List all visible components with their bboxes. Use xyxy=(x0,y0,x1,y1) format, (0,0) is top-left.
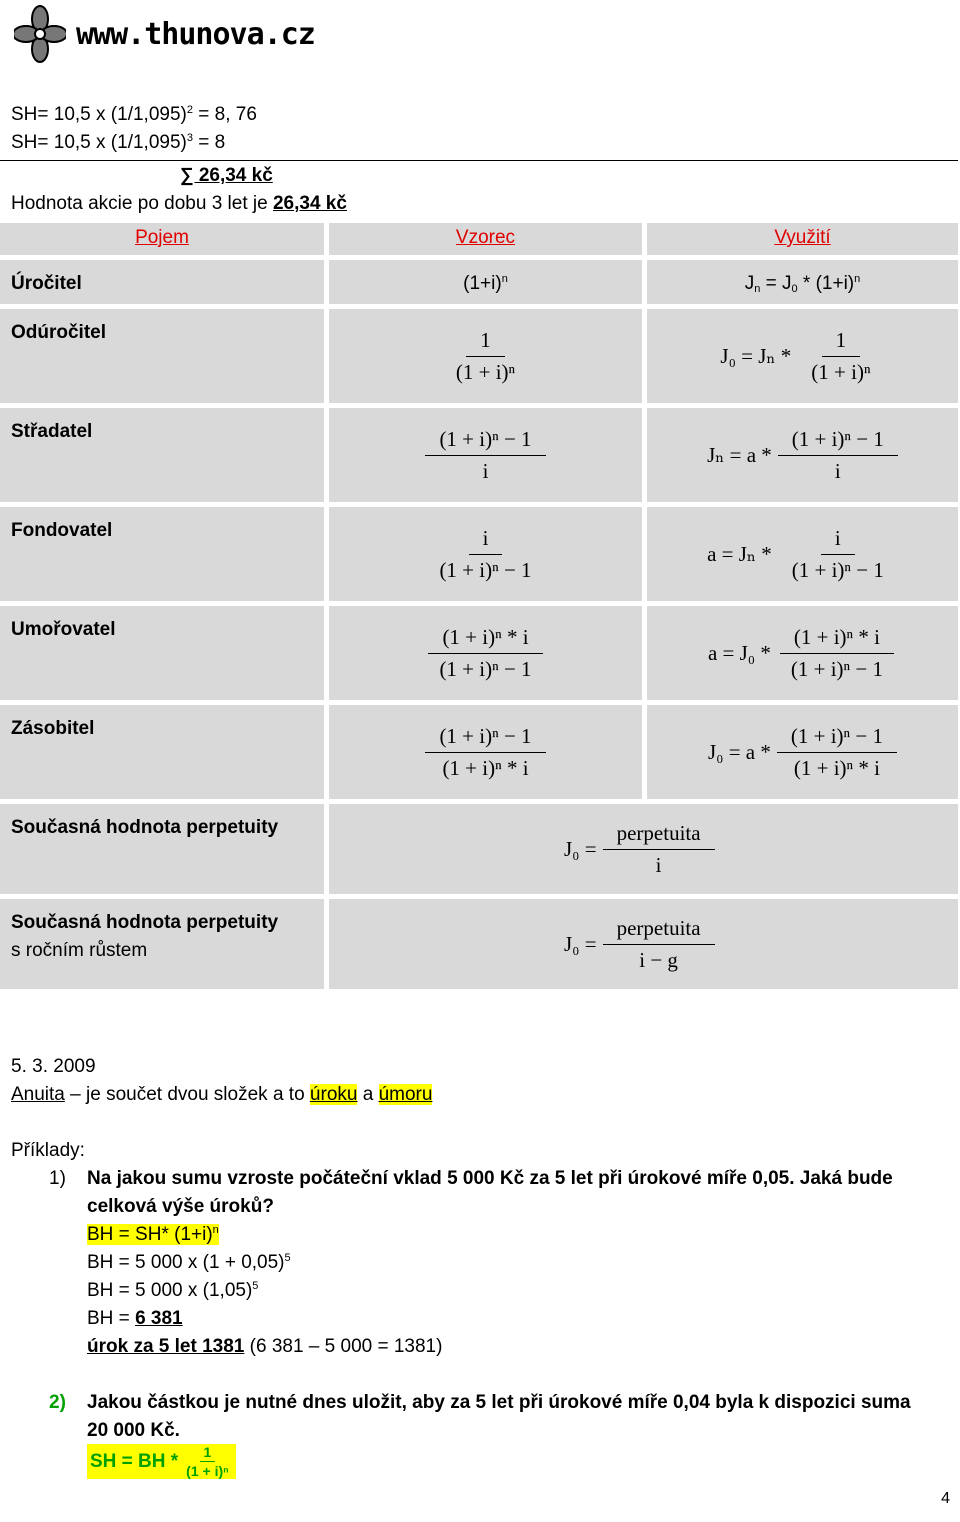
site-logo xyxy=(14,5,315,63)
example-2-question-1: Jakou částkou je nutné dnes uložit, aby za 5 let při úrokové míře 0,04 byla k dispozici suma xyxy=(87,1392,911,1413)
table-row xyxy=(0,260,958,304)
row-label: Střadatel xyxy=(11,421,93,442)
table-row xyxy=(0,408,958,502)
example-2-formula: SH = BH * $\frac{1}{\text{(1 + i)ⁿ}}$ xyxy=(87,1444,236,1479)
table-row xyxy=(0,705,958,799)
row-formula: $(1+i)^n$ xyxy=(463,273,508,294)
flower-icon xyxy=(14,5,66,63)
table-row xyxy=(0,507,958,601)
examples-title: Příklady: xyxy=(11,1140,85,1161)
example-1-line-3: BH = 5 000 x $(1,05)^5$ xyxy=(87,1280,259,1301)
row-label: Fondovatel xyxy=(11,520,113,541)
example-1-question-2: celková výše úroků? xyxy=(87,1196,274,1217)
header-vzorec: Vzorec xyxy=(455,227,516,248)
example-1-line-5: úrok za 5 let 1381 (6 381 – 5 000 = 1381) xyxy=(87,1336,443,1357)
sum-line: ∑ 26,34 kč xyxy=(180,165,273,186)
top-line-2: SH= 10,5 x $(1/1,095)^3 = 8$ xyxy=(11,132,226,153)
header-pojem: Pojem xyxy=(135,227,189,248)
row-label: Zásobitel xyxy=(11,718,95,739)
divider xyxy=(0,160,958,161)
table-row xyxy=(0,804,958,894)
row-label: Současná hodnota perpetuity xyxy=(11,912,279,933)
example-1-line-2: BH = 5 000 x $(1 + 0,05)^5$ xyxy=(87,1252,291,1273)
row-label: Současná hodnota perpetuity xyxy=(11,817,279,838)
table-row xyxy=(0,899,958,989)
example-2-number: 2) xyxy=(49,1392,66,1413)
header-vyuziti: Využití xyxy=(774,227,831,248)
row-formula: $\frac{\text{(1 + i)ⁿ − 1}}{\text{(1 + i)ⁿ * i}}$ xyxy=(329,705,642,799)
row-usage: Jₙ = a * $\frac{\text{(1 + i)ⁿ − 1}}{i}$ xyxy=(647,408,958,502)
table-header-row xyxy=(0,223,958,255)
example-1-question-1: Na jakou sumu vzroste počáteční vklad 5 000 Kč za 5 let při úrokové míře 0,05. Jaká bude xyxy=(87,1168,893,1189)
perpetuity-formula: J₀ = $\frac{\text{perpetuita}}{i}$ xyxy=(329,804,960,894)
row-formula: $\frac{\text{(1 + i)ⁿ * i}}{\text{(1 + i)ⁿ − 1}}$ xyxy=(329,606,642,700)
row-usage: J₀ = a * $\frac{\text{(1 + i)ⁿ − 1}}{\text{(1 + i)ⁿ * i}}$ xyxy=(647,705,958,799)
value-line: Hodnota akcie po dobu 3 let je 26,34 kč xyxy=(11,193,347,214)
row-usage: $J_n = J_0 * (1+i)^n$ xyxy=(744,273,861,295)
example-1-number: 1) xyxy=(49,1168,66,1189)
example-1-line-4: BH = 6 381 xyxy=(87,1308,183,1329)
logo-text: www.thunova.cz xyxy=(76,16,315,52)
perpetuity-growth-formula: J₀ = $\frac{\text{perpetuita}}{i - g}$ xyxy=(329,899,960,989)
row-formula: $\frac{1}{\text{(1 + i)ⁿ}}$ xyxy=(455,327,516,384)
page-number: 4 xyxy=(941,1490,950,1507)
anuita-definition: Anuita – je součet dvou složek a to úroku a úmoru xyxy=(11,1084,433,1105)
row-usage: a = Jₙ * $\frac{i}{\text{(1 + i)ⁿ − 1}}$ xyxy=(707,525,884,582)
row-label: Úročitel xyxy=(11,273,82,294)
table-row xyxy=(0,309,958,403)
date: 5. 3. 2009 xyxy=(11,1056,96,1077)
row-formula: $\frac{\text{(1 + i)ⁿ − 1}}{i}$ xyxy=(329,408,642,502)
table-row xyxy=(0,606,958,700)
row-usage: a = J₀ * $\frac{\text{(1 + i)ⁿ * i}}{\text{(1 + i)ⁿ − 1}}$ xyxy=(647,606,958,700)
row-label: Umořovatel xyxy=(11,619,116,640)
top-line-1: SH= 10,5 x $(1/1,095)^2 = 8$, 76 xyxy=(11,104,257,125)
row-label: Odúročitel xyxy=(11,322,107,343)
example-1-line-1: BH = SH* $(1+i)^n$ xyxy=(87,1224,219,1245)
example-2-question-2: 20 000 Kč. xyxy=(87,1420,180,1441)
row-usage: J₀ = Jₙ * $\frac{1}{\text{(1 + i)ⁿ}}$ xyxy=(720,327,871,384)
row-label-2: s ročním růstem xyxy=(11,940,148,961)
formula-table xyxy=(0,218,958,994)
row-formula: $\frac{i}{\text{(1 + i)ⁿ − 1}}$ xyxy=(439,525,532,582)
